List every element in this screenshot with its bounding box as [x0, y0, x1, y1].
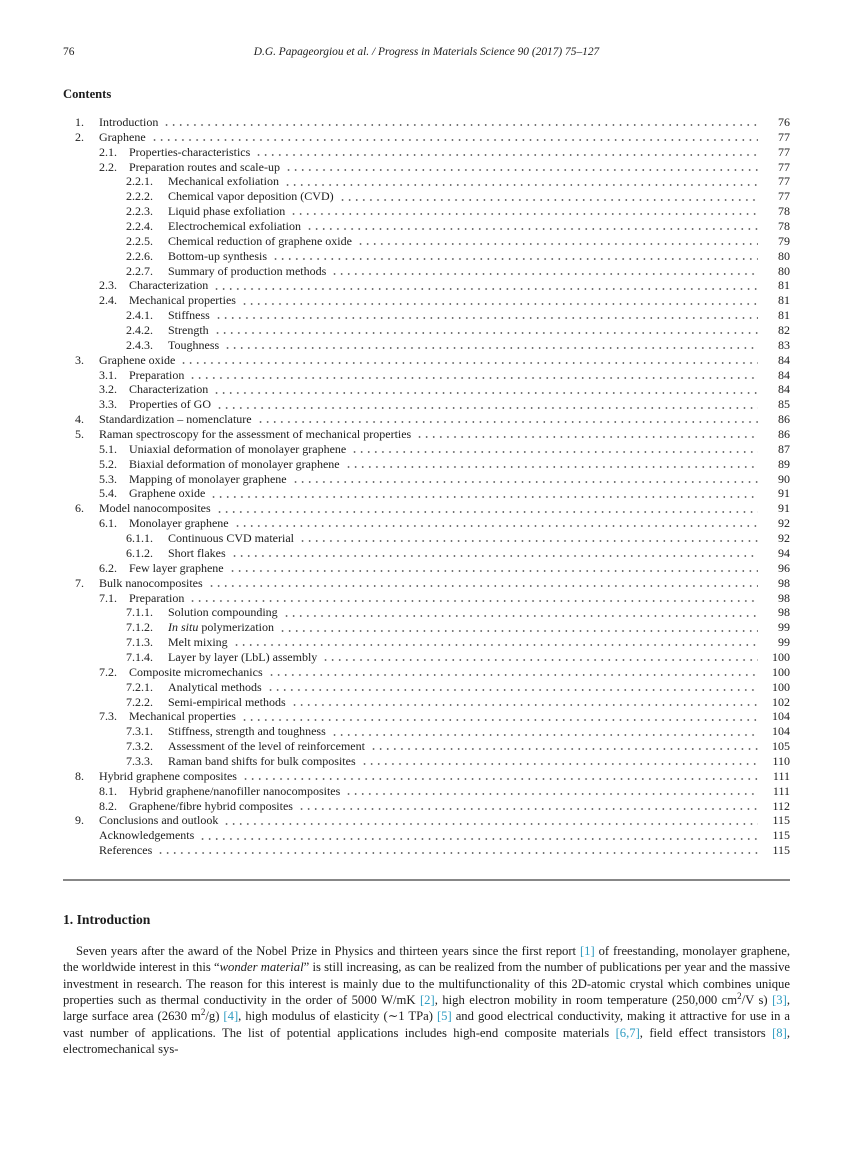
toc-leader-dots — [282, 174, 758, 189]
toc-entry-number: 2.2.5. — [126, 233, 153, 248]
toc-entry-label: In situ polymerization — [168, 620, 274, 635]
toc-entry-page: 104 — [772, 724, 790, 739]
toc-leader-dots — [270, 249, 758, 264]
toc-entry-label: Raman spectroscopy for the assessment of mechanical properties — [99, 427, 412, 442]
toc-entry-label: Properties-characteristics — [129, 144, 251, 159]
toc-entry — [63, 353, 790, 368]
toc-leader-dots — [214, 397, 758, 412]
toc-entry — [63, 813, 790, 828]
toc-leader-dots — [213, 308, 758, 323]
text-segment: wonder material — [219, 960, 304, 975]
toc-entry-label: Mechanical exfoliation — [168, 174, 279, 189]
toc-entry-page: 94 — [778, 545, 790, 560]
toc-entry-page: 81 — [778, 278, 790, 293]
toc-entry — [63, 234, 790, 249]
toc-entry — [63, 472, 790, 487]
toc-entry-label: Graphene/fibre hybrid composites — [129, 798, 293, 813]
toc-leader-dots — [329, 724, 758, 739]
toc-leader-dots — [320, 650, 758, 665]
toc-entry-label: Few layer graphene — [129, 560, 224, 575]
running-head — [63, 46, 790, 60]
toc-entry — [63, 561, 790, 576]
toc-entry-page: 100 — [772, 649, 790, 664]
text-segment: and good electrical conductivity, making it attractive for use in a vast number of applications. The list of potential applications includes high-end composite materials — [63, 1009, 791, 1040]
toc-entry-number: 3.2. — [99, 382, 117, 397]
section-divider — [63, 879, 790, 881]
text-segment: Seven years after the award of the Nobel Prize in Physics and thirteen years since the first report — [76, 943, 580, 958]
toc-entry — [63, 249, 790, 264]
toc-entry-number: 2. — [75, 129, 84, 144]
toc-leader-dots — [178, 353, 758, 368]
toc-entry-page: 112 — [772, 798, 790, 813]
toc-entry-number: 2.2.1. — [126, 174, 153, 189]
toc-entry-number: 5.4. — [99, 486, 117, 501]
toc-leader-dots — [197, 828, 758, 843]
toc-leader-dots — [290, 472, 758, 487]
toc-entry-page: 85 — [778, 397, 790, 412]
toc-entry-page: 79 — [778, 233, 790, 248]
toc-entry-page: 91 — [778, 501, 790, 516]
toc-leader-dots — [359, 754, 758, 769]
toc-entry-page: 115 — [772, 843, 790, 858]
toc-entry-number: 1. — [75, 115, 84, 129]
text-segment: /V s) — [741, 993, 773, 1007]
toc-entry-label: Short flakes — [168, 545, 226, 560]
toc-entry — [63, 843, 790, 858]
toc-entry-page: 90 — [778, 471, 790, 486]
toc-entry-page: 84 — [778, 367, 790, 382]
toc-leader-dots — [281, 605, 758, 620]
toc-entry-page: 86 — [778, 412, 790, 427]
toc-entry-number: 7.3. — [99, 709, 117, 724]
toc-entry — [63, 293, 790, 308]
toc-entry-label: Toughness — [168, 337, 220, 352]
toc-entry-page: 77 — [778, 144, 790, 159]
toc-entry — [63, 576, 790, 591]
toc-entry — [63, 145, 790, 160]
toc-entry-label: Model nanocomposites — [99, 501, 211, 516]
toc-leader-dots — [229, 546, 758, 561]
toc-entry — [63, 427, 790, 442]
text-segment: , large surface area (2630 m — [63, 993, 790, 1024]
toc-entry-number: 2.4.3. — [126, 337, 153, 352]
toc-leader-dots — [277, 620, 758, 635]
toc-entry-page: 87 — [778, 441, 790, 456]
text-segment: ” is still increasing, as can be realized from the number of publications per year and the massive investment in research. The reason for this interest is mainly due to the multifunctionality of this 2D-atomic crystal which combines unique properties such as thermal conductivity in the order of 5000 W/mK — [63, 960, 791, 1007]
toc-entry — [63, 174, 790, 189]
toc-entry-page: 81 — [778, 308, 790, 323]
toc-entry-label: Stiffness, strength and toughness — [168, 724, 326, 739]
toc-entry-label: Melt mixing — [168, 635, 228, 650]
toc-entry-page: 115 — [772, 828, 790, 843]
toc-entry — [63, 130, 790, 145]
toc-leader-dots — [187, 591, 758, 606]
toc-entry-number: 2.2.4. — [126, 219, 153, 234]
toc-entry — [63, 620, 790, 635]
text-segment: 2 — [200, 1007, 206, 1018]
toc-leader-dots — [206, 576, 758, 591]
toc-entry-number: 3.1. — [99, 367, 117, 382]
toc-entry — [63, 635, 790, 650]
toc-entry-page: 100 — [772, 664, 790, 679]
toc-entry-number: 2.2. — [99, 159, 117, 174]
toc-entry-page: 92 — [778, 531, 790, 546]
toc-entry-label: Hybrid graphene/nanofiller nanocomposites — [129, 783, 341, 798]
toc-entry-page: 81 — [778, 293, 790, 308]
toc-entry-label: Chemical vapor deposition (CVD) — [168, 189, 334, 204]
toc-entry-number: 7.1.4. — [126, 649, 153, 664]
toc-entry — [63, 650, 790, 665]
toc-entry-page: 91 — [778, 486, 790, 501]
toc-entry-page: 99 — [778, 635, 790, 650]
toc-entry-number: 5.1. — [99, 441, 117, 456]
toc-entry-number: 2.4. — [99, 293, 117, 308]
toc-entry-label: Analytical methods — [168, 679, 262, 694]
toc-entry — [63, 486, 790, 501]
toc-entry-label: Mechanical properties — [129, 709, 236, 724]
toc-entry-label: Uniaxial deformation of monolayer graphene — [129, 441, 347, 456]
toc-leader-dots — [212, 323, 758, 338]
toc-entry — [63, 264, 790, 279]
toc-entry-label: Solution compounding — [168, 605, 278, 620]
toc-entry — [63, 828, 790, 843]
toc-entry-page: 102 — [772, 694, 790, 709]
toc-entry-page: 84 — [778, 382, 790, 397]
toc-leader-dots — [231, 635, 758, 650]
citation-link[interactable]: [6,7] — [615, 1025, 640, 1040]
toc-entry-page: 98 — [778, 575, 790, 590]
toc-entry-number: 2.3. — [99, 278, 117, 293]
toc-entry — [63, 457, 790, 472]
toc-leader-dots — [253, 145, 758, 160]
toc-leader-dots — [161, 115, 758, 130]
toc-entry — [63, 323, 790, 338]
toc-entry-page: 84 — [778, 352, 790, 367]
toc-entry-page: 80 — [778, 248, 790, 263]
toc-entry-number: 7. — [75, 575, 84, 590]
toc-entry-label: Graphene oxide — [129, 486, 206, 501]
toc-leader-dots — [222, 338, 758, 353]
toc-entry-label: References — [99, 843, 153, 858]
toc-entry-number: 6.2. — [99, 560, 117, 575]
toc-leader-dots — [239, 293, 758, 308]
toc-entry-page: 99 — [778, 620, 790, 635]
toc-entry — [63, 516, 790, 531]
toc-list — [63, 115, 790, 858]
text-segment: /g) — [205, 1009, 224, 1024]
toc-leader-dots — [187, 368, 758, 383]
toc-leader-dots — [265, 680, 758, 695]
toc-entry-label: Assessment of the level of reinforcement — [168, 739, 365, 754]
citation-link[interactable]: [5] — [436, 1009, 452, 1024]
toc-entry-number: 2.2.3. — [126, 204, 153, 219]
toc-entry-page: 82 — [778, 323, 790, 338]
toc-entry — [63, 724, 790, 739]
toc-leader-dots — [297, 531, 758, 546]
toc-entry — [63, 338, 790, 353]
toc-entry-label: Preparation routes and scale-up — [129, 159, 280, 174]
toc-entry — [63, 189, 790, 204]
toc-entry-number: 2.1. — [99, 144, 117, 159]
toc-entry-page: 77 — [778, 159, 790, 174]
introduction-heading: 1. Introduction — [63, 911, 151, 927]
toc-entry — [63, 160, 790, 175]
toc-entry-label: Characterization — [129, 278, 209, 293]
toc-entry — [63, 368, 790, 383]
toc-entry — [63, 665, 790, 680]
toc-entry-label: Continuous CVD material — [168, 531, 294, 546]
toc-entry-number: 7.1.3. — [126, 635, 153, 650]
toc-leader-dots — [288, 204, 758, 219]
toc-entry-label: Layer by layer (LbL) assembly — [168, 649, 318, 664]
toc-entry-page: 78 — [778, 204, 790, 219]
toc-leader-dots — [343, 457, 758, 472]
toc-entry-number: 6.1. — [99, 516, 117, 531]
toc-entry-number: 7.3.3. — [126, 753, 153, 768]
toc-entry-label: Preparation — [129, 367, 185, 382]
toc-entry-page: 110 — [772, 753, 790, 768]
toc-leader-dots — [214, 501, 758, 516]
citation-link[interactable]: [1] — [579, 943, 595, 958]
toc-leader-dots — [343, 784, 758, 799]
toc-entry-number: 4. — [75, 412, 84, 427]
toc-entry-label: Bulk nanocomposites — [99, 575, 203, 590]
toc-entry-number: 7.1.2. — [126, 620, 153, 635]
toc-leader-dots — [414, 427, 758, 442]
toc-entry — [63, 531, 790, 546]
toc-entry-page: 98 — [778, 590, 790, 605]
toc-entry-number: 7.1.1. — [126, 605, 153, 620]
toc-entry — [63, 308, 790, 323]
toc-entry-page: 100 — [772, 679, 790, 694]
toc-entry-number: 3. — [75, 352, 84, 367]
toc-leader-dots — [355, 234, 758, 249]
toc-entry-label: Liquid phase exfoliation — [168, 204, 286, 219]
toc-entry — [63, 799, 790, 814]
toc-entry-label: Acknowledgements — [99, 828, 195, 843]
toc-entry-number: 2.2.6. — [126, 248, 153, 263]
toc-entry-label: Hybrid graphene composites — [99, 768, 237, 783]
toc-entry-label: Preparation — [129, 590, 185, 605]
toc-entry-number: 7.3.1. — [126, 724, 153, 739]
toc-entry-page: 80 — [778, 263, 790, 278]
toc-entry-label: Summary of production methods — [168, 263, 327, 278]
toc-entry-number: 8.2. — [99, 798, 117, 813]
toc-leader-dots — [232, 516, 758, 531]
toc-entry — [63, 709, 790, 724]
toc-leader-dots — [255, 412, 758, 427]
citation-link[interactable]: [4] — [223, 1009, 239, 1024]
toc-entry-page: 86 — [778, 427, 790, 442]
toc-entry-label: Monolayer graphene — [129, 516, 229, 531]
toc-entry-label: Chemical reduction of graphene oxide — [168, 233, 352, 248]
toc-entry-label: Strength — [168, 323, 209, 338]
text-segment: , high electron mobility in room temperature (250,000 cm — [434, 993, 738, 1007]
toc-entry-label: Biaxial deformation of monolayer graphene — [129, 456, 340, 471]
toc-leader-dots — [329, 264, 758, 279]
toc-entry-number: 8. — [75, 768, 84, 783]
toc-leader-dots — [304, 219, 758, 234]
toc-entry-label: Mapping of monolayer graphene — [129, 471, 287, 486]
toc-entry — [63, 442, 790, 457]
toc-entry-page: 111 — [772, 783, 790, 798]
toc-entry-label: Mechanical properties — [129, 293, 236, 308]
toc-entry-label: Graphene oxide — [99, 352, 176, 367]
text-segment: , field effect transistors — [639, 1025, 773, 1040]
toc-entry-number: 2.2.7. — [126, 263, 153, 278]
toc-entry-page: 78 — [778, 219, 790, 234]
toc-entry-number: 7.2.1. — [126, 679, 153, 694]
toc-leader-dots — [155, 843, 758, 858]
toc-entry — [63, 591, 790, 606]
toc-entry-label: Characterization — [129, 382, 209, 397]
toc-entry-label: Graphene — [99, 129, 146, 144]
toc-leader-dots — [296, 799, 758, 814]
toc-leader-dots — [149, 130, 758, 145]
toc-leader-dots — [227, 561, 758, 576]
toc-entry-number: 9. — [75, 813, 84, 828]
citation-link[interactable]: [3] — [772, 993, 787, 1007]
toc-leader-dots — [221, 813, 758, 828]
toc-entry — [63, 546, 790, 561]
toc-leader-dots — [283, 160, 758, 175]
toc-entry-number: 6.1.1. — [126, 531, 153, 546]
toc-entry-label: Stiffness — [168, 308, 210, 323]
toc-entry-number: 2.4.2. — [126, 323, 153, 338]
toc-leader-dots — [240, 769, 758, 784]
toc-leader-dots — [349, 442, 758, 457]
text-segment: of freestanding, monolayer graphene, the worldwide interest in this “ — [63, 943, 790, 975]
toc-leader-dots — [337, 189, 758, 204]
toc-entry — [63, 115, 790, 130]
toc-entry-page: 104 — [772, 709, 790, 724]
toc-entry — [63, 412, 790, 427]
toc-entry-number: 8.1. — [99, 783, 117, 798]
toc-entry-number: 2.4.1. — [126, 308, 153, 323]
toc-leader-dots — [289, 695, 758, 710]
toc-entry-label: Standardization – nomenclature — [99, 412, 252, 427]
toc-leader-dots — [266, 665, 758, 680]
toc-entry-page: 89 — [778, 456, 790, 471]
toc-leader-dots — [368, 739, 758, 754]
toc-entry — [63, 397, 790, 412]
toc-entry — [63, 680, 790, 695]
toc-entry — [63, 739, 790, 754]
toc-entry-number: 5. — [75, 427, 84, 442]
toc-entry-number: 7.2.2. — [126, 694, 153, 709]
toc-entry — [63, 382, 790, 397]
toc-entry-page: 76 — [778, 115, 790, 129]
toc-entry-number: 7.3.2. — [126, 739, 153, 754]
toc-entry — [63, 784, 790, 799]
toc-entry — [63, 204, 790, 219]
toc-entry-page: 111 — [772, 768, 790, 783]
toc-entry — [63, 278, 790, 293]
toc-leader-dots — [239, 709, 758, 724]
citation-link[interactable]: [8] — [772, 1025, 787, 1040]
toc-entry-page: 92 — [778, 516, 790, 531]
contents-heading: Contents — [63, 87, 112, 101]
intro-paragraph — [63, 943, 790, 1057]
toc-entry-page: 105 — [772, 739, 790, 754]
toc-entry-page: 83 — [778, 337, 790, 352]
toc-leader-dots — [211, 278, 758, 293]
toc-entry — [63, 605, 790, 620]
toc-entry-page: 77 — [778, 129, 790, 144]
toc-entry-label: Introduction — [99, 115, 159, 129]
toc-entry-number: 7.2. — [99, 664, 117, 679]
toc-entry-number: 2.2.2. — [126, 189, 153, 204]
toc-entry — [63, 754, 790, 769]
toc-entry-page: 96 — [778, 560, 790, 575]
toc-entry-number: 6. — [75, 501, 84, 516]
toc-entry-number: 3.3. — [99, 397, 117, 412]
toc-entry-page: 77 — [778, 174, 790, 189]
toc-entry-label: Properties of GO — [129, 397, 211, 412]
toc-entry — [63, 769, 790, 784]
toc-entry-label: Raman band shifts for bulk composites — [168, 753, 356, 768]
toc-leader-dots — [208, 486, 758, 501]
toc-entry-page: 115 — [772, 813, 790, 828]
toc-entry — [63, 695, 790, 710]
text-segment: , electromechanical sys- — [63, 1025, 791, 1057]
text-segment: , high modulus of elasticity (∼1 TPa) — [238, 1009, 437, 1024]
toc-entry-page: 98 — [778, 605, 790, 620]
toc-entry-number: 5.3. — [99, 471, 117, 486]
toc-entry-number: 5.2. — [99, 456, 117, 471]
journal-running-title: D.G. Papageorgiou et al. / Progress in Materials Science 90 (2017) 75–127 — [253, 46, 600, 58]
citation-link[interactable]: [2] — [419, 993, 435, 1007]
toc-entry-number: 7.1. — [99, 590, 117, 605]
toc-entry-label: Bottom-up synthesis — [168, 248, 268, 263]
toc-entry — [63, 501, 790, 516]
toc-entry-label: Composite micromechanics — [129, 664, 263, 679]
page-number: 76 — [63, 46, 75, 58]
toc-entry-label: Semi-empirical methods — [168, 694, 286, 709]
toc-entry-page: 77 — [778, 189, 790, 204]
toc-entry — [63, 219, 790, 234]
toc-leader-dots — [211, 382, 758, 397]
toc-entry-label: Electrochemical exfoliation — [168, 219, 301, 234]
text-segment: 2 — [737, 990, 742, 1001]
toc-entry-number: 6.1.2. — [126, 545, 153, 560]
toc-entry-label: Conclusions and outlook — [99, 813, 219, 828]
